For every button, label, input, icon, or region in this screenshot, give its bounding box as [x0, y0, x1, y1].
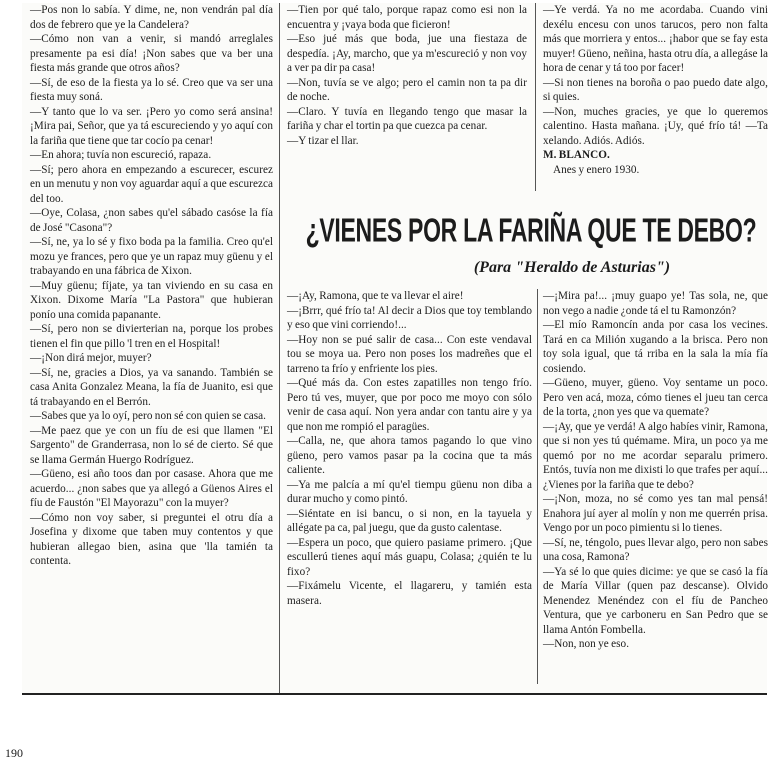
dateline: Anes y enero 1930. [553, 163, 640, 176]
paragraph: —¡Non, moza, no sé como yes tan mal pensá! Enahora juí ayer al molín y non me querrén prisa. Vengo por un poco pimientu si lo tienes. [543, 493, 768, 534]
paragraph: —Sí, pero non se divierterian na, porque los probes tienen el fin que pillo 'l tren en el Hospital! [30, 323, 273, 350]
paragraph: —Oye, Colasa, ¿non sabes qu'el sábado casóse la fía de José "Casona"? [30, 207, 273, 234]
paragraph: —Ya sé lo que quies dicime: ye que se casó la fía de María Villar (quen paz descanse). Olvido Menendez Menéndez con el fíu de Pancheo Ventura, que ye carboneru en San Pedro que se llama Antón Fombella. [543, 565, 768, 636]
paragraph: —Y tanto que lo va ser. ¡Pero yo como será ansina! ¡Mira pai, Señor, que ya tá escureciendo y yo aquí con la fariña que tiene que tar cocío pa cenar! [30, 105, 273, 147]
paragraph: —Sabes que ya lo oyí, pero non sé con quien se casa. [30, 410, 267, 422]
paragraph: —Hoy non se pué salir de casa... Con este vendaval tou se moya ua. Pero non poses los madreñes que el tarreno ta frío y enfriente los pies. [287, 333, 532, 375]
article-headline: ¿VIENES POR LA FARIÑA QUE TE DEBO? [305, 211, 757, 249]
paragraph: —Ya me palcía a mí qu'el tiempu güenu non diba a durar mucho y como pintó. [287, 478, 532, 505]
paragraph: —Calla, ne, que ahora tamos pagando lo que vino güeno, pero vamos pasar pa la cocina que ta más caliente. [287, 435, 532, 476]
paragraph: —¡Ay, que ye verdá! A algo habíes vinir, Ramona, que si non yes tú quémame. Mira, un poco ya me quemó por no me acordar separalu primero. Entós, tuvía non me dixisti lo que trafes per aquí... ¿Vienes por la fariña que te debo? [543, 420, 768, 491]
paragraph: —Güeno, muyer, güeno. Voy sentame un poco. Pero ven acá, moza, cómo tienes el jueu tan cerca de la torta, ¿non yes que va quemate? [543, 377, 768, 418]
paragraph: —Me paez que ye con un fíu de esi que llamen "El Sargento" de Granderrasa, non lo sé de cierto. Sé que se llama Germán Huergo Rodríguez. [30, 424, 273, 466]
paragraph: —Sí; pero ahora en empezando a escurecer, escurez en un menutu y non voy aguardar aquí a que escurezca del too. [30, 163, 274, 205]
right-column-bottom [543, 289, 768, 652]
column-divider [535, 3, 536, 191]
paragraph: —En ahora; tuvía non escureció, rapaza. [30, 149, 212, 161]
paragraph: —Fixámelu Vicente, el llagareru, y tamién esta masera. [287, 580, 532, 607]
paragraph: —¡Ay, Ramona, que te va llevar el aire! [287, 290, 464, 302]
paragraph: —¡Non dirá mejor, muyer? [30, 352, 152, 364]
paragraph: —Eso jué más que boda, jue una fiestaza de despedía. ¡Ay, marcho, que ya m'escureció y non voy a ver pa dir pa casa! [287, 33, 527, 74]
paragraph: —¡Mira pa!... ¡muy guapo ye! Tas sola, ne, que non vego a nadie ¿onde tá el tu Ramonzón? [543, 290, 768, 317]
paragraph: —Siéntate en isi bancu, o si non, en la tayuela y allégate pa ca, pal juegu, que da gusto calentase. [287, 507, 532, 534]
paragraph: —Cómo non van a venir, si mandó arreglales presamente pa esi día! ¡Non sabes que va ber una fiesta más grande que otros años? [30, 33, 273, 74]
left-column [30, 3, 273, 569]
page-number: 190 [5, 746, 23, 760]
paragraph: —Espera un poco, que quiero pasiame primero. ¡Que escullerú tienes aquí más guapu, Colasa; ¿quién te lu fixo? [287, 536, 532, 578]
paragraph: —Sí, ne, ya lo sé y fixo boda pa la familia. Creo qu'el mozu ye frances, pero que ye un rapaz muy güenu y el trabayando en una fábrica de Xixon. [30, 236, 273, 277]
paragraph: —Tien por qué talo, porque rapaz como esi non la encuentra y ¡vaya boda que ficieron! [287, 4, 527, 31]
paragraph: —Pos non lo sabía. Y dime, ne, non vendrán pal día dos de febrero que ye la Candelera? [30, 4, 273, 31]
paragraph: —Qué más da. Con estes zapatilles non tengo frío. Pero tú ves, muyer, que por poco me moyo con sólo venir de casa aquí. Non yera andar con tantu aire y ya que non me rompió el paragües. [287, 377, 532, 433]
paragraph: —Claro. Y tuvía en llegando tengo que masar la fariña y char el tortin pa que cuezca pa cenar. [287, 105, 527, 132]
middle-column-top [287, 3, 527, 148]
newspaper-clipping [22, 3, 767, 695]
paragraph: —Non, tuvía se ve algo; pero el camin non ta pa dir de noche. [287, 76, 527, 103]
paragraph: —Si non tienes na boroña o pao puedo date algo, si quies. [543, 76, 768, 103]
paragraph: —Non, muches gracies, ye que lo queremos calentino. Hasta mañana. ¡Uy, qué frío tá! —Ta xelando. Adiós. Adiós. [543, 105, 768, 147]
author-signature: M. BLANCO. [543, 149, 610, 161]
column-divider [537, 289, 538, 684]
paragraph: —Sí, ne, gracies a Dios, ya va sanando. También se casa Anita Gonzalez Meana, la fía de Juanito, esi que tá trabayando en el Berrón. [30, 366, 273, 408]
paragraph: —Cómo non voy saber, si preguntei el otru día a Josefina y dixome que taben muy contentos y que hubieran allegao bien, asina que 'lla tamién ta contenta. [30, 511, 273, 567]
middle-column-bottom [287, 289, 532, 608]
paragraph: —Güeno, esi año toos dan por casase. Ahora que me acuerdo... ¿non sabes que ya allegó a Güenos Aires el fíu de Faustón "El Mayorazu" con la muyer? [30, 468, 273, 509]
right-column-top [543, 3, 768, 177]
paragraph: —Ye verdá. Ya no me acordaba. Cuando vini dexélu encesu con unos tarucos, pero non falta más que morriera y entos... ¡habor que se fay esta muyer! Güeno, neñina, hasta otru día, a allegáse la hora de cenar y tá too por facer! [543, 4, 769, 74]
paragraph: —Sí, de eso de la fiesta ya lo sé. Creo que va ser una fiesta muy soná. [30, 76, 273, 103]
paragraph: —¡Brrr, qué frío ta! Al decir a Dios que toy temblando y eso que vini corriendo!... [287, 304, 532, 331]
paragraph: —Sí, ne, téngolo, pues llevar algo, pero non sabes una cosa, Ramona? [543, 536, 768, 563]
article-subheadline: (Para "Heraldo de Asturias") [473, 259, 671, 276]
paragraph: —Y tizar el llar. [287, 134, 359, 147]
paragraph: —Muy güenu; fíjate, ya tan viviendo en su casa en Xixon. Dixome María "La Pastora" que hubieran ponío una comida papanante. [30, 279, 273, 321]
paragraph: —El mío Ramoncín anda por casa los vecines. Tará en ca Milión xugando a la brisca. Pero non toy sola igual, que tá rriba en la sala la mía fía cosiendo. [543, 319, 768, 375]
paragraph: —Non, non ye eso. [543, 638, 630, 650]
column-divider [279, 3, 280, 693]
